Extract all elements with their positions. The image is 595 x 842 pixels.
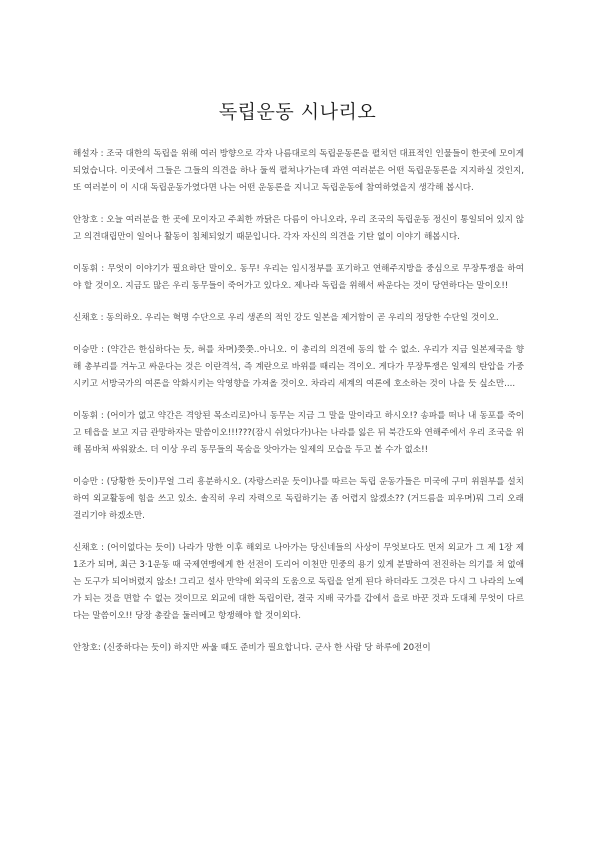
paragraph-ahn-changho-2: 안창호: (신중하다는 듯이) 하지만 싸울 때도 준비가 필요합니다. 군사 한 사람 당 하루에 20전이 [73,643,431,653]
document-title: 독립운동 시나리오 [218,101,377,123]
paragraph-shin-chaeho-1: 신채호 : 동의하오. 우리는 혁명 수단으로 우리 생존의 적인 강도 일본을 제거함이 곧 우리의 정당한 수단일 것이오. [73,313,499,323]
paragraph-lee-seungman-2: 이승만 : (당황한 듯이)무얼 그리 흥분하시오. (자랑스러운 듯이)나를 따르는 독립 운동가들은 미국에 구미 위원부를 설치하여 외교활동에 힘을 쓰고 있소. 솔직히 우리 자력으로 독립하기는 좀 어렵지 않겠소?? (거드름을 피우며)뭐 그리 오래 걸리기야 하겠소만. [73,477,524,521]
paragraph-shin-chaeho-2: 신채호 : (어이없다는 듯이) 나라가 망한 이후 해외로 나아가는 당신네들의 사상이 무엇보다도 먼저 외교가 그 제 1장 제 1조가 되며, 최근 3·1운동 때 국제연맹에게 한 선전이 도리어 이천만 민중의 용기 있게 분발하여 전진하는 의기를 쳐 없애는 도구가 되어버렸지 않소! 그리고 설사 만약에 외국의 도움으로 독립을 얻게 된다 하더라도 그것은 다시 그 나라의 노예가 되는 것을 면할 수 없는 것이므로 외교에 대한 독립이란, 결국 지배 국가를 갑에서 을로 바꾼 것과 도대체 무엇이 다르다는 말씀이오!! 당장 총칼을 둘러메고 항쟁해야 할 것이외다. [73,543,524,621]
paragraph-lee-seungman-1: 이승만 : (약간은 한심하다는 듯, 혀를 차며)쯧쯧..아니오. 이 총리의 의견에 동의 할 수 없소. 우리가 지금 일본제국을 향해 총부리를 겨누고 싸운다는 것은 이란격석, 즉 계란으로 바위를 때리는 격이오. 게다가 무장투쟁은 일제의 탄압을 가중시키고 서방국가의 여론을 악화시키는 악영향을 가져올 것이오. 차라리 세계의 여론에 호소하는 것이 나을 듯 싶소만.... [73,345,524,389]
paragraph-narrator: 해설자 : 조국 대한의 독립을 위해 여러 방향으로 각자 나름대로의 독립운동론을 펼치던 대표적인 인물들이 한곳에 모이게 되었습니다. 이곳에서 그들은 그들의 의견을 하나 둘씩 펼쳐나가는데 과연 여러분은 어떤 독립운동론을 지지하실 것인지, 또 여러분이 이 시대 독립운동가였다면 나는 어떤 운동론을 지니고 독립운동에 참여하였을지 생각해 봅시다. [73,149,524,193]
paragraph-ahn-changho-1: 안창호 : 오늘 여러분을 한 곳에 모이자고 주최한 까닭은 다름이 아니오라, 우리 조국의 독립운동 정신이 통일되어 있지 않고 의견대립만이 일어나 활동이 침체되었기 때문입니다. 각자 자신의 의견을 기탄 없이 이야기 해봅시다. [73,215,524,242]
document-body [73,146,524,672]
paragraph-lee-donghwi-1: 이동휘 : 무엇이 이야기가 필요하단 말이오. 동무! 우리는 임시정부를 포기하고 연해주지방을 중심으로 무장투쟁을 하여야 할 것이오. 지금도 많은 우리 동무들이 죽어가고 있다오. 제나라 독립을 위해서 싸운다는 것이 당연하다는 말이오!! [73,264,524,291]
paragraph-lee-donghwi-2: 이동휘 : (어이가 없고 약간은 격앙된 목소리로)아니 동무는 지금 그 말을 말이라고 하시오!? 송파를 떠나 내 동포를 죽이고 테읍을 보고 지금 관망하자는 말씀이오!!!???(잠시 쉬었다가)나는 나라를 잃은 뒤 북간도와 연해주에서 우리 조국을 위해 몸바쳐 싸워왔소. 더 이상 우리 동무들의 목숨을 앗아가는 일제의 모습을 두고 볼 수가 없소!! [73,411,524,455]
